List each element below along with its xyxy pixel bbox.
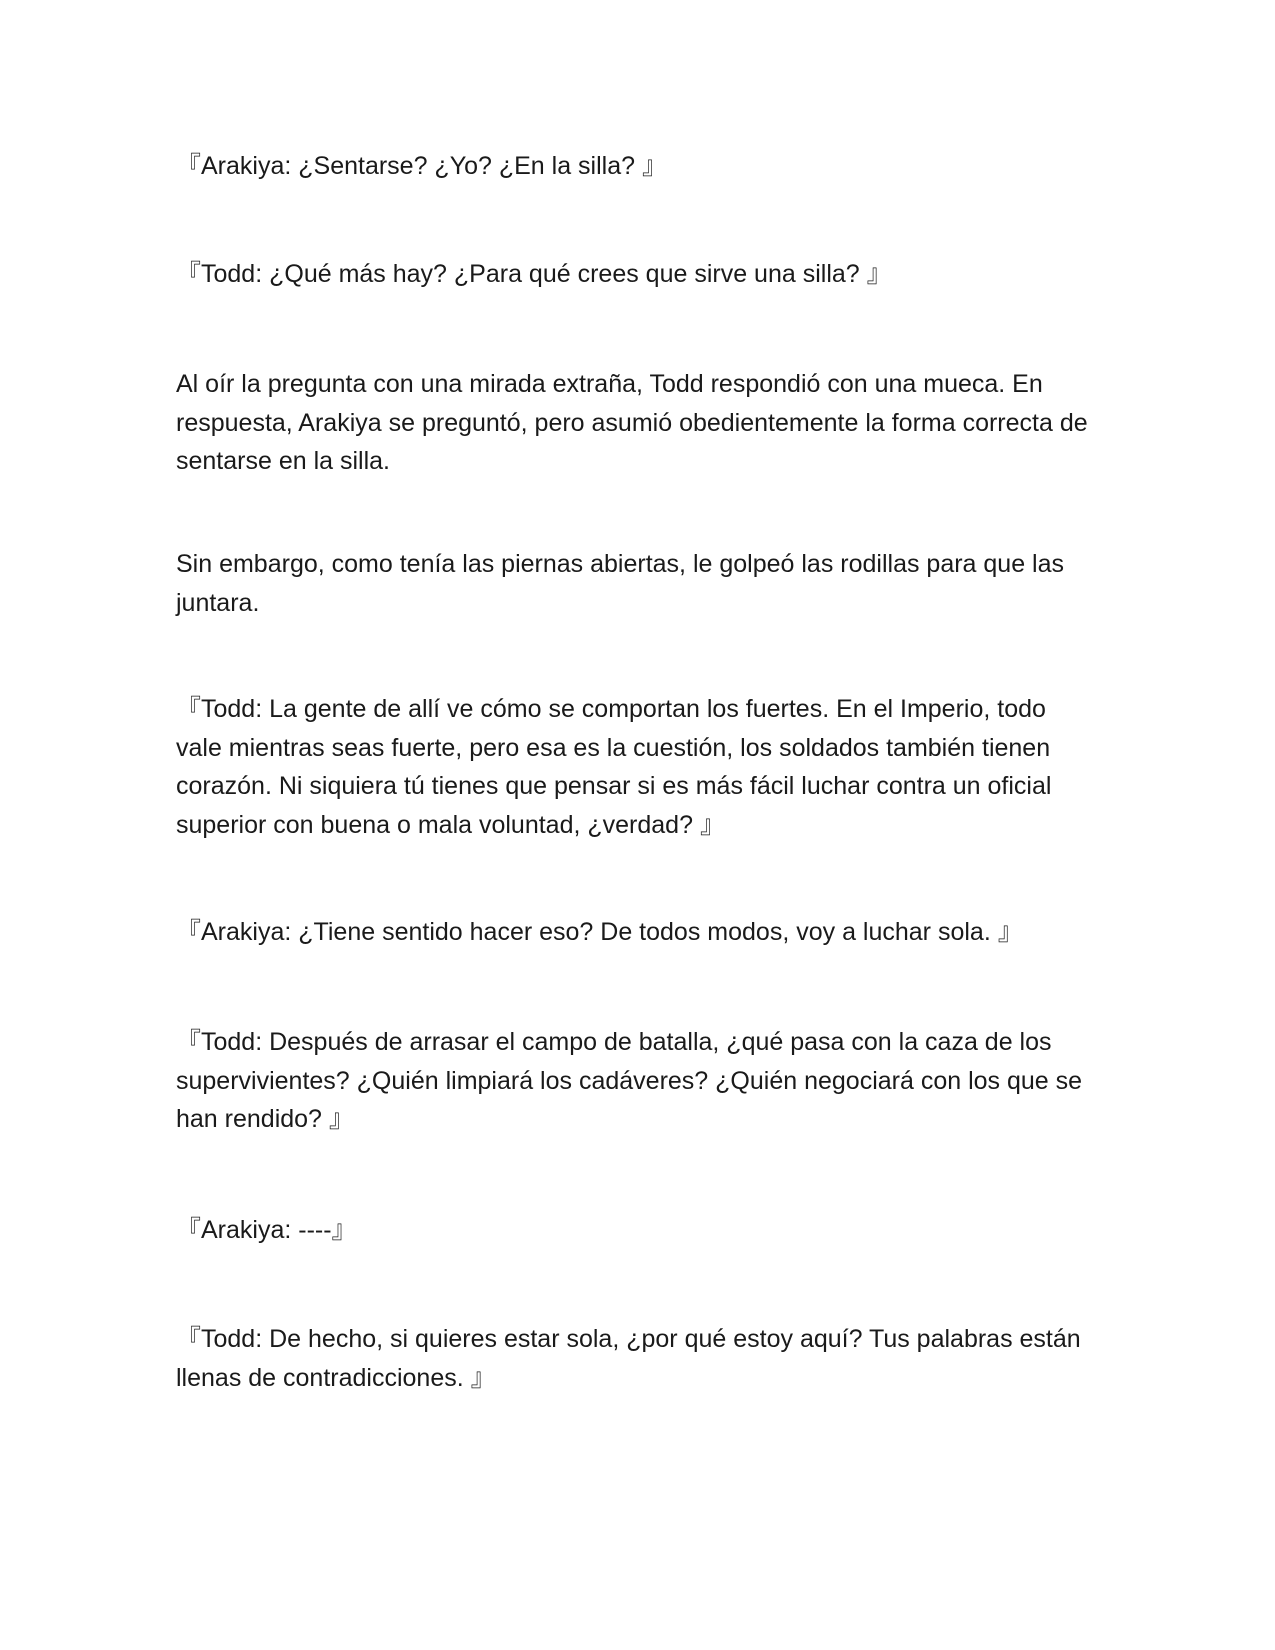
dialogue-paragraph: 『Todd: De hecho, si quieres estar sola, ¿por qué estoy aquí? Tus palabras están llenas de contradicciones. 』 <box>176 1325 1081 1392</box>
dialogue-line: 『Arakiya: ¿Tiene sentido hacer eso? De todos modos, voy a luchar sola. 』 <box>176 918 1023 946</box>
dialogue-paragraph: 『Todd: La gente de allí ve cómo se comportan los fuertes. En el Imperio, todo vale mientras seas fuerte, pero esa es la cuestión, los soldados también tienen corazón. Ni siquiera tú tienes que pensar si es más fácil luchar contra un oficial superior con buena o mala voluntad, ¿verdad? 』 <box>176 695 1052 839</box>
dialogue-line: 『Arakiya: ----』 <box>176 1216 357 1244</box>
dialogue-paragraph: 『Todd: Después de arrasar el campo de batalla, ¿qué pasa con la caza de los supervivientes? ¿Quién limpiará los cadáveres? ¿Quién negociará con los que se han rendido? 』 <box>176 1028 1083 1133</box>
narration-paragraph: Sin embargo, como tenía las piernas abiertas, le golpeó las rodillas para que las juntara. <box>176 550 1065 617</box>
dialogue-line: 『Arakiya: ¿Sentarse? ¿Yo? ¿En la silla? 』 <box>176 152 667 180</box>
dialogue-line: 『Todd: ¿Qué más hay? ¿Para qué crees que sirve una silla? 』 <box>176 260 892 288</box>
narration-paragraph: Al oír la pregunta con una mirada extraña, Todd respondió con una mueca. En respuesta, Arakiya se preguntó, pero asumió obedientemente la forma correcta de sentarse en la silla. <box>176 370 1088 475</box>
